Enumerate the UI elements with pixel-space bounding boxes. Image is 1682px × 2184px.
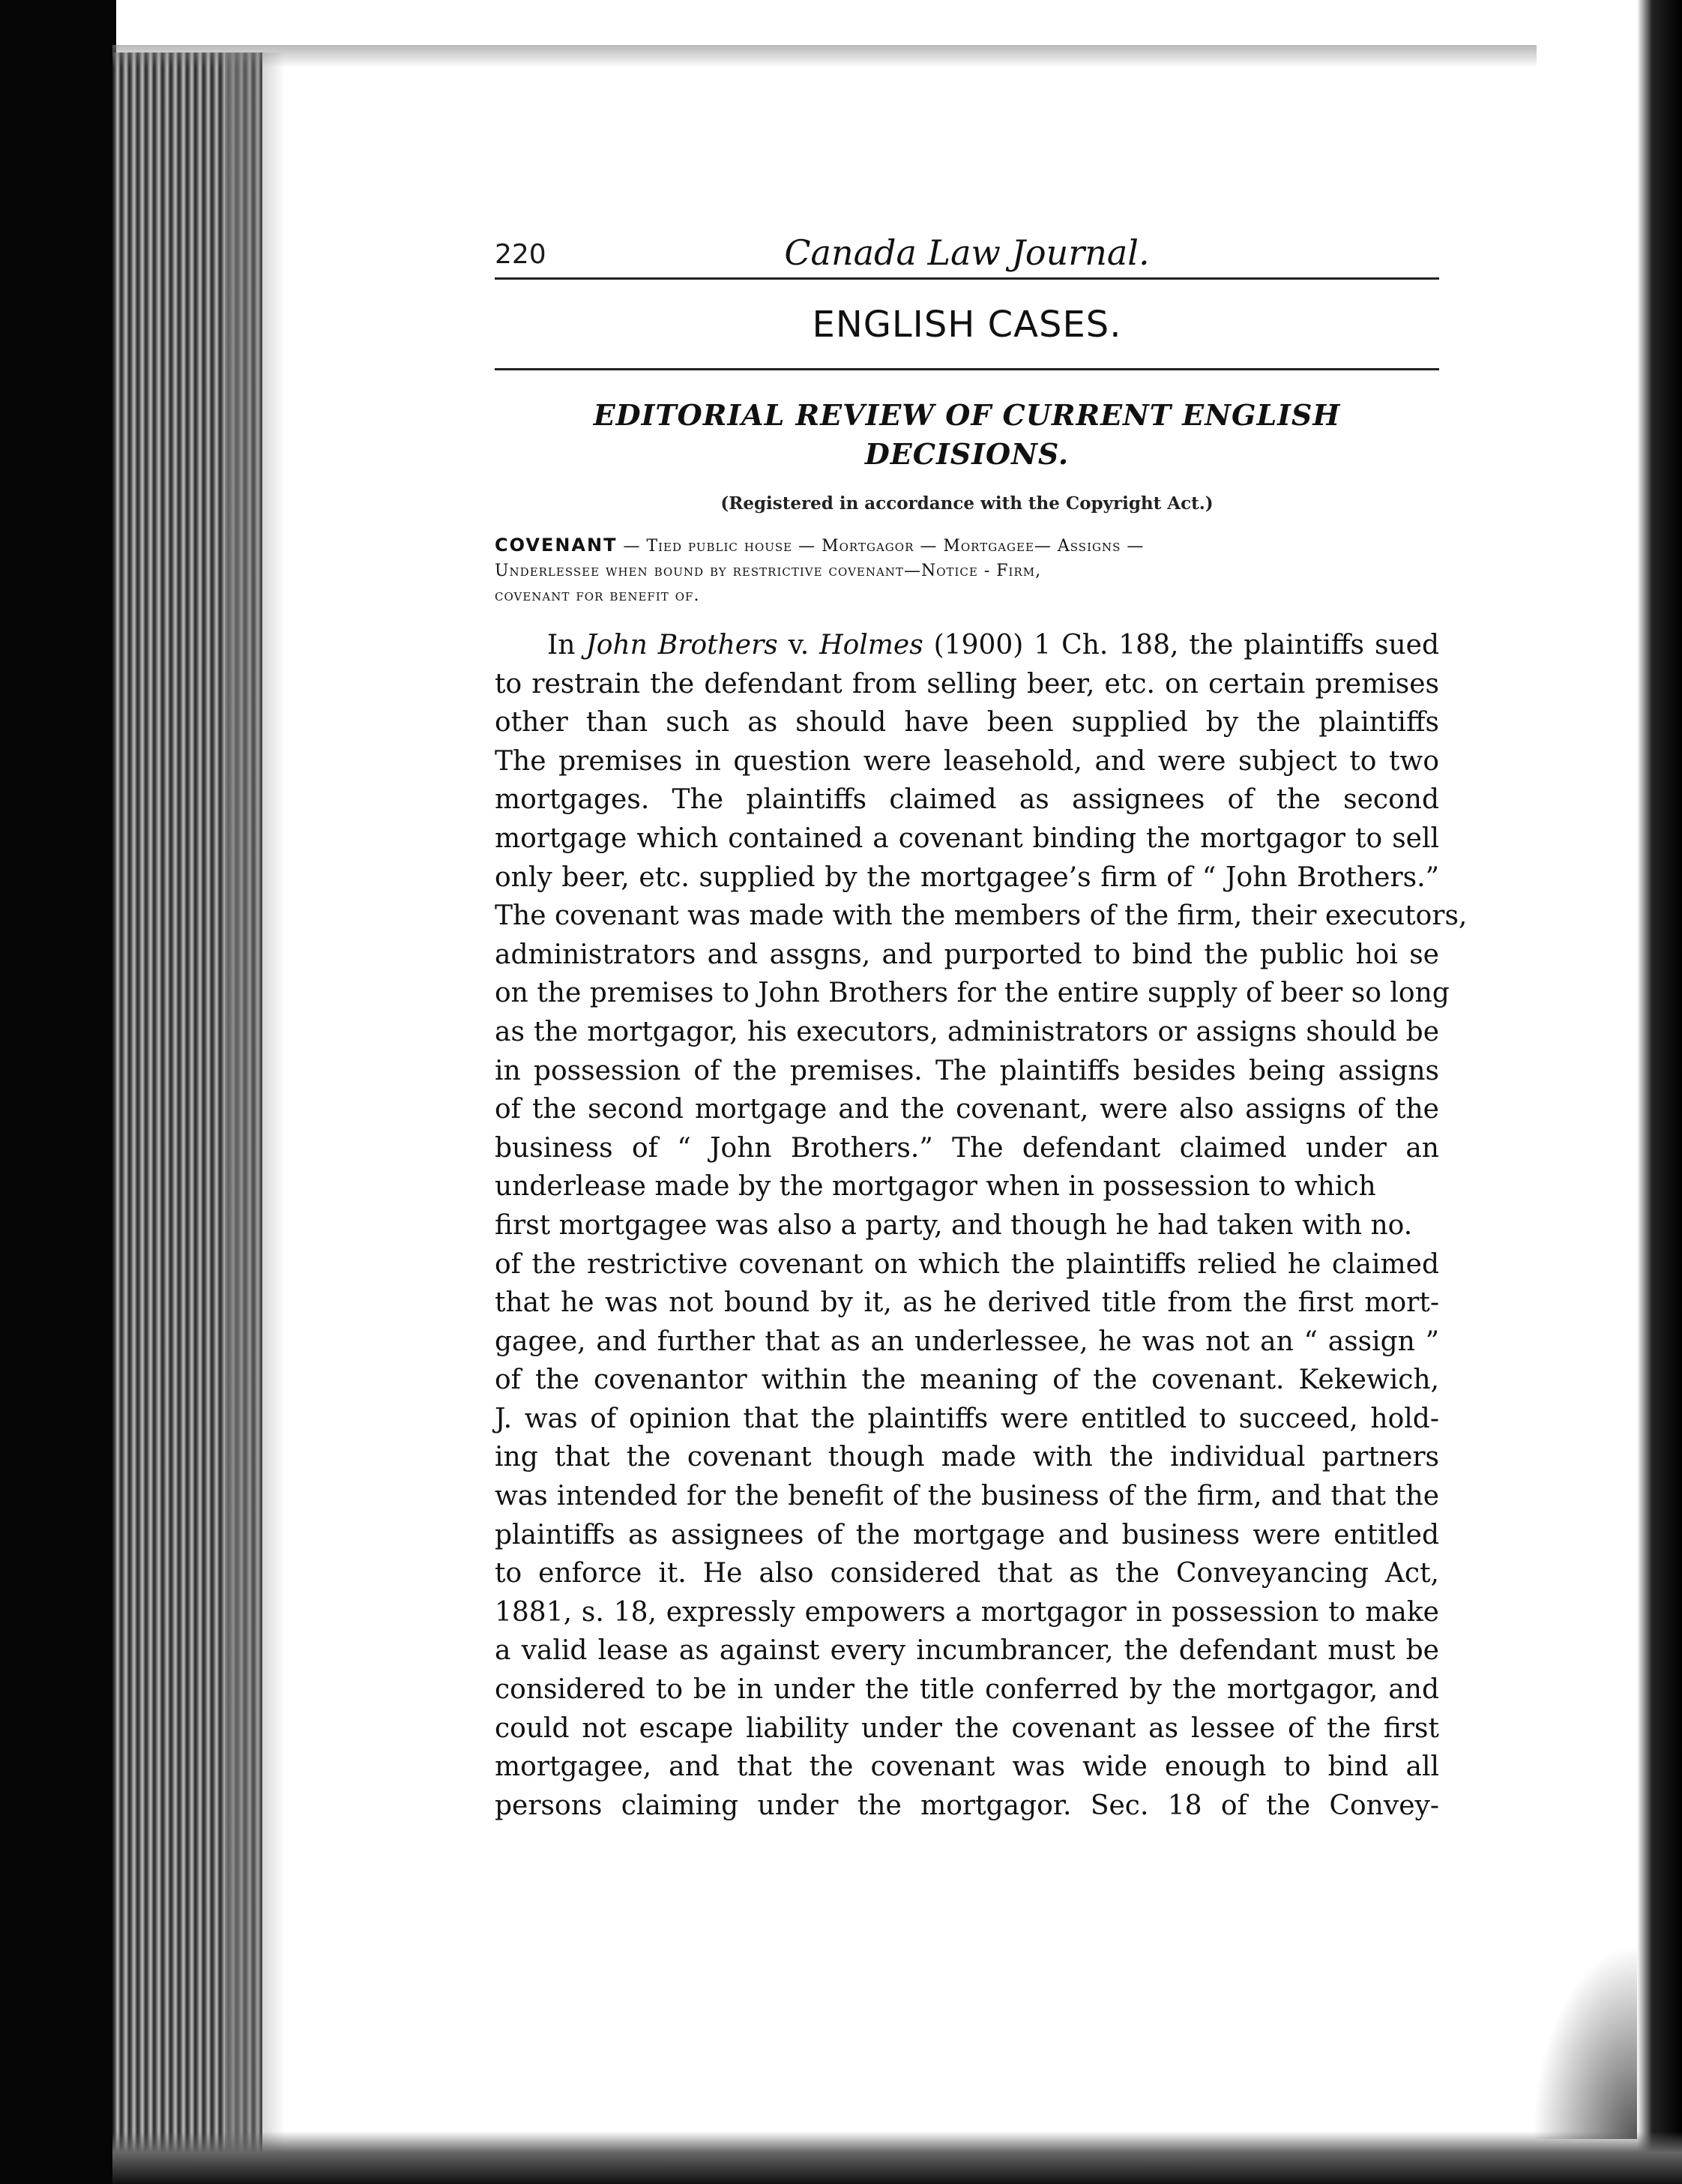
body-line: mortgages. The plaintiffs claimed as assignees of the second: [495, 784, 1439, 816]
body-first-line-rest: (1900) 1 Ch. 188, the plaintiffs sued: [923, 630, 1439, 661]
headnote-line-1: [495, 533, 1439, 559]
scan-border-left: [0, 0, 116, 2184]
body-line: ing that the covenant though made with the individual partners: [495, 1442, 1439, 1473]
book-gutter-shadow: [225, 52, 285, 2184]
section-rule: [495, 368, 1439, 370]
body-line: of the restrictive covenant on which the plaintiffs relied he claimed: [495, 1248, 1439, 1280]
case-versus: v.: [777, 630, 820, 661]
body-line: considered to be in under the title conferred by the mortgagor, and: [495, 1674, 1439, 1706]
body-line: first mortgagee was also a party, and though he had taken with no.: [495, 1209, 1413, 1241]
headnote-lead: COVENANT: [495, 535, 618, 556]
header-rule: [495, 277, 1439, 280]
body-line: of the second mortgage and the covenant, were also assigns of the: [495, 1094, 1439, 1125]
headnote-line-3: covenant for benefit of.: [495, 586, 700, 605]
scan-border-top: [112, 45, 1537, 67]
body-line: 1881, s. 18, expressly empowers a mortgagor in possession to make: [495, 1596, 1439, 1628]
body-line: J. was of opinion that the plaintiffs were entitled to succeed, hold-: [495, 1403, 1439, 1434]
running-head: [495, 225, 1439, 277]
body-line: other than such as should have been supplied by the plaintiffs: [495, 707, 1439, 738]
body-line: mortgagee, and that the covenant was wide enough to bind all: [495, 1751, 1439, 1783]
body-line: to enforce it. He also considered that as the Conveyancing Act,: [495, 1558, 1439, 1589]
body-line: gagee, and further that as an underlessee, he was not an “ assign ”: [495, 1326, 1439, 1357]
headnote-topics: — Tied public house — Mortgagor — Mortgagee— Assigns —: [623, 537, 1145, 556]
body-line: The covenant was made with the members of the firm, their executors,: [495, 900, 1468, 932]
body-line: mortgage which contained a covenant binding the mortgagor to sell: [495, 822, 1439, 854]
body-line: The premises in question were leasehold, and were subject to two: [495, 745, 1439, 777]
scan-corner-shadow: [1532, 1944, 1637, 2139]
section-title: ENGLISH CASES.: [812, 304, 1122, 346]
body-prefix: In: [547, 630, 586, 661]
body-line: as the mortgagor, his executors, administrators or assigns should be: [495, 1016, 1439, 1047]
body-line: of the covenantor within the meaning of the covenant. Kekewich,: [495, 1365, 1439, 1396]
body-line: administrators and assgns, and purported to bind the public hoi se: [495, 939, 1439, 970]
scan-border-bottom: [112, 2132, 1682, 2184]
case-body: [495, 626, 1468, 1825]
copyright-notice: (Registered in accordance with the Copyright Act.): [720, 493, 1214, 514]
body-line: business of “ John Brothers.” The defendant claimed under an: [495, 1132, 1439, 1164]
journal-title: Canada Law Journal.: [784, 232, 1150, 273]
case-name-plaintiff: John Brothers: [585, 630, 778, 661]
editorial-heading-line-2: DECISIONS.: [864, 437, 1070, 471]
case-headnote: [495, 533, 1439, 608]
scan-border-right: [1637, 0, 1682, 2184]
body-line: that he was not bound by it, as he derived title from the first mort-: [495, 1287, 1439, 1319]
body-line: could not escape liability under the covenant as lessee of the first: [495, 1712, 1439, 1744]
journal-page: [495, 225, 1468, 1825]
body-line: to restrain the defendant from selling beer, etc. on certain premises: [495, 668, 1439, 700]
body-first-line: [495, 626, 1439, 665]
body-line: plaintiffs as assignees of the mortgage and business were entitled: [495, 1519, 1439, 1550]
headnote-line-2: Underlessee when bound by restrictive covenant—Notice - Firm,: [495, 562, 1042, 580]
body-line: on the premises to John Brothers for the entire supply of beer so long: [495, 978, 1450, 1009]
body-line: was intended for the benefit of the business of the firm, and that the: [495, 1481, 1439, 1512]
case-name-defendant: Holmes: [819, 630, 923, 661]
body-line: in possession of the premises. The plaintiffs besides being assigns: [495, 1055, 1439, 1086]
editorial-heading: [495, 396, 1439, 474]
editorial-heading-line-1: EDITORIAL REVIEW OF CURRENT ENGLISH: [593, 398, 1341, 432]
body-line: only beer, etc. supplied by the mortgagee’s firm of “ John Brothers.”: [495, 861, 1439, 893]
body-line: underlease made by the mortgagor when in possession to which: [495, 1171, 1376, 1203]
body-line: persons claiming under the mortgagor. Sec. 18 of the Convey-: [495, 1790, 1439, 1821]
body-line: a valid lease as against every incumbrancer, the defendant must be: [495, 1635, 1439, 1667]
page-number: 220: [495, 239, 546, 270]
